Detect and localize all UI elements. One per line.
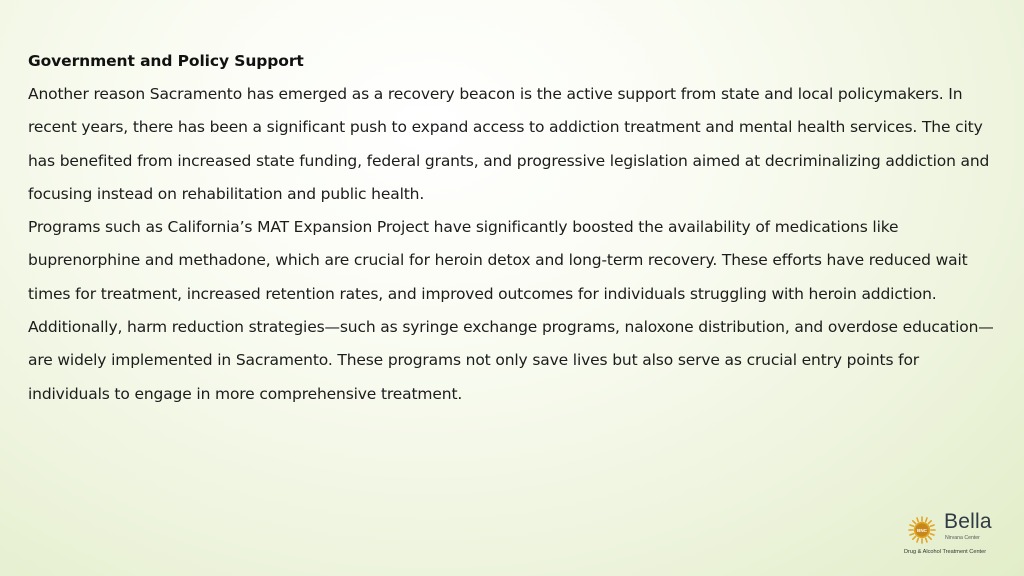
company-logo [904,510,1002,560]
logo-tagline: Drug & Alcohol Treatment Center [904,549,987,555]
logo-subtitle: Nirvana Center [945,535,980,541]
logo-emblem-text: BNC [917,527,927,533]
content-block [28,45,1003,411]
section-heading: Government and Policy Support [28,52,304,70]
paragraph-policymakers: Another reason Sacramento has emerged as a recovery beacon is the active support from state and local policymakers. In recent years, there has been a significant push to expand access to addiction treatment and mental health services. The city has benefited from increased state funding, federal grants, and progressive legislation aimed at decriminalizing addiction and focusing instead on rehabilitation and public health. [28,85,990,203]
sun-emblem-icon [908,516,936,544]
paragraph-harm-reduction: Additionally, harm reduction strategies—such as syringe exchange programs, naloxone distribution, and overdose education—are widely implemented in Sacramento. These programs not only save lives but also serve as crucial entry points for individuals to engage in more comprehensive treatment. [28,318,994,403]
logo-name: Bella [944,510,992,533]
paragraph-mat-expansion: Programs such as California’s MAT Expansion Project have significantly boosted the availability of medications like buprenorphine and methadone, which are crucial for heroin detox and long-term recovery. These efforts have reduced wait times for treatment, increased retention rates, and improved outcomes for individuals struggling with heroin addiction. [28,218,968,303]
